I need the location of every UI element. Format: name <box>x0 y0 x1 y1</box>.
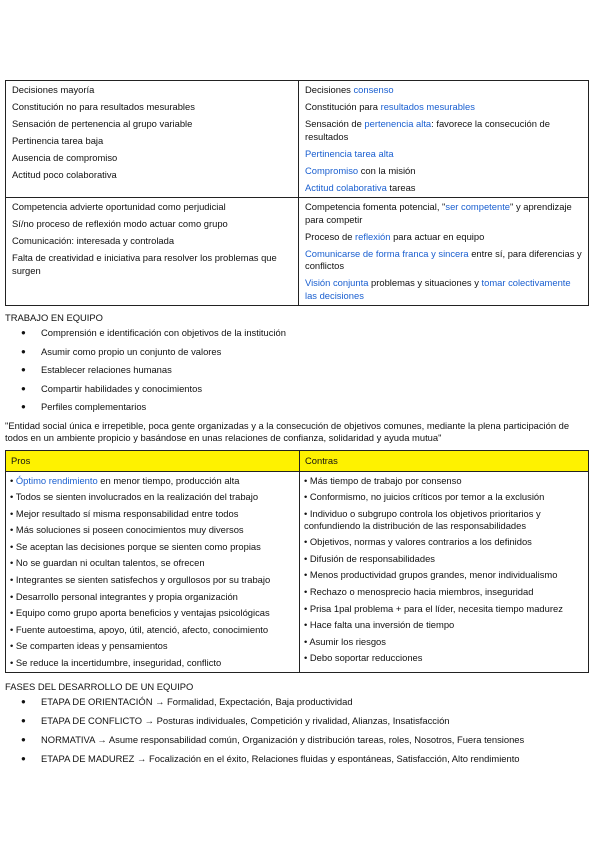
text-line <box>10 541 295 553</box>
text-segment: entre sí, para diferencias y conflictos <box>305 247 582 271</box>
text-line <box>12 201 292 214</box>
cons-cell <box>300 471 589 673</box>
text-line <box>305 118 582 143</box>
text-line <box>10 508 295 520</box>
highlighted-text: Óptimo rendimiento <box>15 474 98 486</box>
text-line <box>10 607 295 619</box>
list-item: ● ETAPA DE CONFLICTO → Posturas individuales, Competición y rivalidad, Alianzas, Insatisfacción <box>5 715 591 727</box>
text-segment: Comunicación: interesada y controlada <box>12 235 175 246</box>
text-segment: • Más soluciones si poseen conocimientos muy diversos <box>10 524 244 536</box>
text-line <box>12 235 292 248</box>
highlighted-text: tomar colectivamente las decisiones <box>305 277 571 301</box>
text-segment: " y aprendizaje para competir <box>305 201 572 225</box>
list-item: ● ETAPA DE MADUREZ → Focalización en el éxito, Relaciones fluidas y espontáneas, Satisfacción, Alto rendimiento <box>5 753 591 765</box>
text-segment: • Hace falta una inversión de tiempo <box>304 619 455 631</box>
comparison-row <box>6 81 589 198</box>
text-line <box>12 152 292 165</box>
text-line <box>305 277 582 302</box>
comparison-cell-right <box>299 81 589 198</box>
text-line <box>12 252 292 277</box>
pros-cell <box>6 471 300 673</box>
text-segment: en menor tiempo, producción alta <box>97 474 240 486</box>
text-segment: • Prisa 1pal problema + para el líder, necesita tiempo madurez <box>304 602 563 614</box>
list-item: ● Comprensión e identificación con objetivos de la institución <box>5 327 591 339</box>
text-segment: para actuar en equipo <box>390 230 485 242</box>
text-segment: • Integrantes se sienten satisfechos y orgullosos por su trabajo <box>10 574 271 586</box>
highlighted-text: Visión conjunta <box>305 277 369 288</box>
text-segment: • Se reduce la incertidumbre, inseguridad, conflicto <box>10 657 222 669</box>
phases-title: FASES DEL DESARROLLO DE UN EQUIPO <box>5 681 194 693</box>
text-segment: con la misión <box>358 164 416 176</box>
text-segment: • Desarrollo personal integrantes y propia organización <box>10 590 238 602</box>
cons-header: Contras <box>300 450 589 471</box>
text-line <box>304 652 584 664</box>
text-segment: • Equipo como grupo aporta beneficios y ventajas psicológicas <box>10 607 270 619</box>
text-segment: Pertinencia tarea baja <box>12 135 104 146</box>
text-line <box>12 101 292 114</box>
text-line <box>304 636 584 648</box>
text-line <box>305 201 582 226</box>
text-segment: Sensación de pertenencia al grupo variable <box>12 118 193 129</box>
text-segment: • Más tiempo de trabajo por consenso <box>304 474 462 486</box>
text-segment: tareas <box>386 181 416 193</box>
text-line <box>305 165 582 178</box>
text-line <box>10 624 295 636</box>
text-segment: problemas y situaciones y <box>368 277 482 288</box>
text-segment: Proceso de <box>305 230 356 242</box>
text-segment: Sí/no proceso de reflexión modo actuar como grupo <box>12 218 228 229</box>
text-segment: • Se comparten ideas y pensamientos <box>10 640 168 652</box>
comparison-table <box>5 80 589 306</box>
text-segment: Competencia fomenta potencial, " <box>305 201 446 212</box>
highlighted-text: consenso <box>353 84 394 95</box>
highlighted-text: Compromiso <box>305 164 359 176</box>
teamwork-title: TRABAJO EN EQUIPO <box>5 312 103 323</box>
document-page <box>5 80 591 772</box>
comparison-row <box>6 198 589 306</box>
text-line <box>10 491 295 503</box>
pros-cons-body-row <box>6 471 589 673</box>
text-line <box>304 536 584 548</box>
text-line <box>305 248 582 273</box>
text-line <box>10 591 295 603</box>
text-segment: Sensación de <box>305 118 365 129</box>
text-segment: • No se guardan ni ocultan talentos, se ofrecen <box>10 557 205 569</box>
text-line <box>305 101 582 114</box>
text-segment: • Individuo o subgrupo controla los objetivos prioritarios y confundiendo la distribución de las responsabilidades <box>304 507 541 531</box>
highlighted-text: Comunicarse de forma franca y sincera <box>305 247 469 259</box>
text-line <box>305 182 582 195</box>
text-segment: Decisiones mayoría <box>12 84 95 95</box>
list-item: ● Perfiles complementarios <box>5 401 591 413</box>
text-segment: Constitución para <box>305 101 381 112</box>
text-line <box>12 169 292 182</box>
comparison-cell-left <box>6 81 299 198</box>
text-segment: • Mejor resultado sí misma responsabilidad entre todos <box>10 507 239 519</box>
text-segment: • Difusión de responsabilidades <box>304 552 435 564</box>
teamwork-list <box>5 327 591 413</box>
text-segment: • Todos se sienten involucrados en la realización del trabajo <box>10 491 259 503</box>
highlighted-text: Actitud colaborativa <box>305 181 387 193</box>
text-line <box>304 619 584 631</box>
text-line <box>304 508 584 532</box>
list-item: ● ETAPA DE ORIENTACIÓN → Formalidad, Expectación, Baja productividad <box>5 696 591 708</box>
text-segment: • Fuente autoestima, apoyo, útil, atenció, afecto, conocimiento <box>10 623 269 635</box>
highlighted-text: pertenencia alta <box>364 118 432 129</box>
text-segment: • Asumir los riesgos <box>304 635 386 647</box>
text-line <box>12 84 292 97</box>
text-line <box>304 553 584 565</box>
text-segment: Competencia advierte oportunidad como perjudicial <box>12 201 226 212</box>
highlighted-text: reflexión <box>355 230 391 242</box>
text-line <box>12 135 292 148</box>
pros-cons-header-row <box>6 450 589 471</box>
text-segment: Decisiones <box>305 84 354 95</box>
text-line <box>305 231 582 244</box>
highlighted-text: resultados mesurables <box>380 101 475 112</box>
text-line <box>10 574 295 586</box>
text-segment: • Rechazo o menosprecio hacia miembros, inseguridad <box>304 586 534 598</box>
pros-cons-table <box>5 450 589 674</box>
text-line <box>304 603 584 615</box>
list-item: ● Compartir habilidades y conocimientos <box>5 383 591 395</box>
text-line <box>305 148 582 161</box>
comparison-cell-right <box>299 198 589 306</box>
text-segment: • Objetivos, normas y valores contrarios a los definidos <box>304 536 532 548</box>
text-line <box>12 218 292 231</box>
text-segment: • Menos productividad grupos grandes, menor individualismo <box>304 569 558 581</box>
text-segment: Ausencia de compromiso <box>12 152 118 163</box>
list-item: ● NORMATIVA → Asume responsabilidad común, Organización y distribución tareas, roles, Nosotros, Fuera tensiones <box>5 734 591 746</box>
highlighted-text: Pertinencia tarea alta <box>305 147 394 159</box>
text-line <box>10 524 295 536</box>
teamwork-quote: "Entidad social única e irrepetible, poca gente organizadas y a la consecución de objetivos comunes, mediante la plena participación de todos en un ambiente propicio y basándose en unas relaciones de confianza, solidaridad y ayuda mutua" <box>5 419 570 443</box>
text-segment: • Se aceptan las decisiones porque se sienten como propias <box>10 540 261 552</box>
text-line <box>304 569 584 581</box>
text-segment: Falta de creatividad e iniciativa para resolver los problemas que surgen <box>12 252 277 276</box>
highlighted-text: ser competente <box>445 201 511 212</box>
list-item: ● Establecer relaciones humanas <box>5 364 591 376</box>
text-segment: : favorece la consecución de resultados <box>305 118 550 142</box>
phases-list <box>5 696 591 765</box>
text-segment: • Debo soportar reducciones <box>304 652 423 664</box>
text-line <box>304 491 584 503</box>
comparison-cell-left <box>6 198 299 306</box>
text-line <box>12 118 292 131</box>
text-line <box>10 557 295 569</box>
list-item: ● Asumir como propio un conjunto de valores <box>5 346 591 358</box>
text-line <box>305 84 582 97</box>
text-line <box>10 475 295 487</box>
text-line <box>10 657 295 669</box>
text-segment: • <box>10 474 16 486</box>
text-segment: • Conformismo, no juicios críticos por temor a la exclusión <box>304 491 545 503</box>
pros-header: Pros <box>6 450 300 471</box>
text-segment: Actitud poco colaborativa <box>12 169 117 180</box>
text-line <box>10 640 295 652</box>
text-segment: Constitución no para resultados mesurables <box>12 101 195 112</box>
text-line <box>304 586 584 598</box>
text-line <box>304 475 584 487</box>
